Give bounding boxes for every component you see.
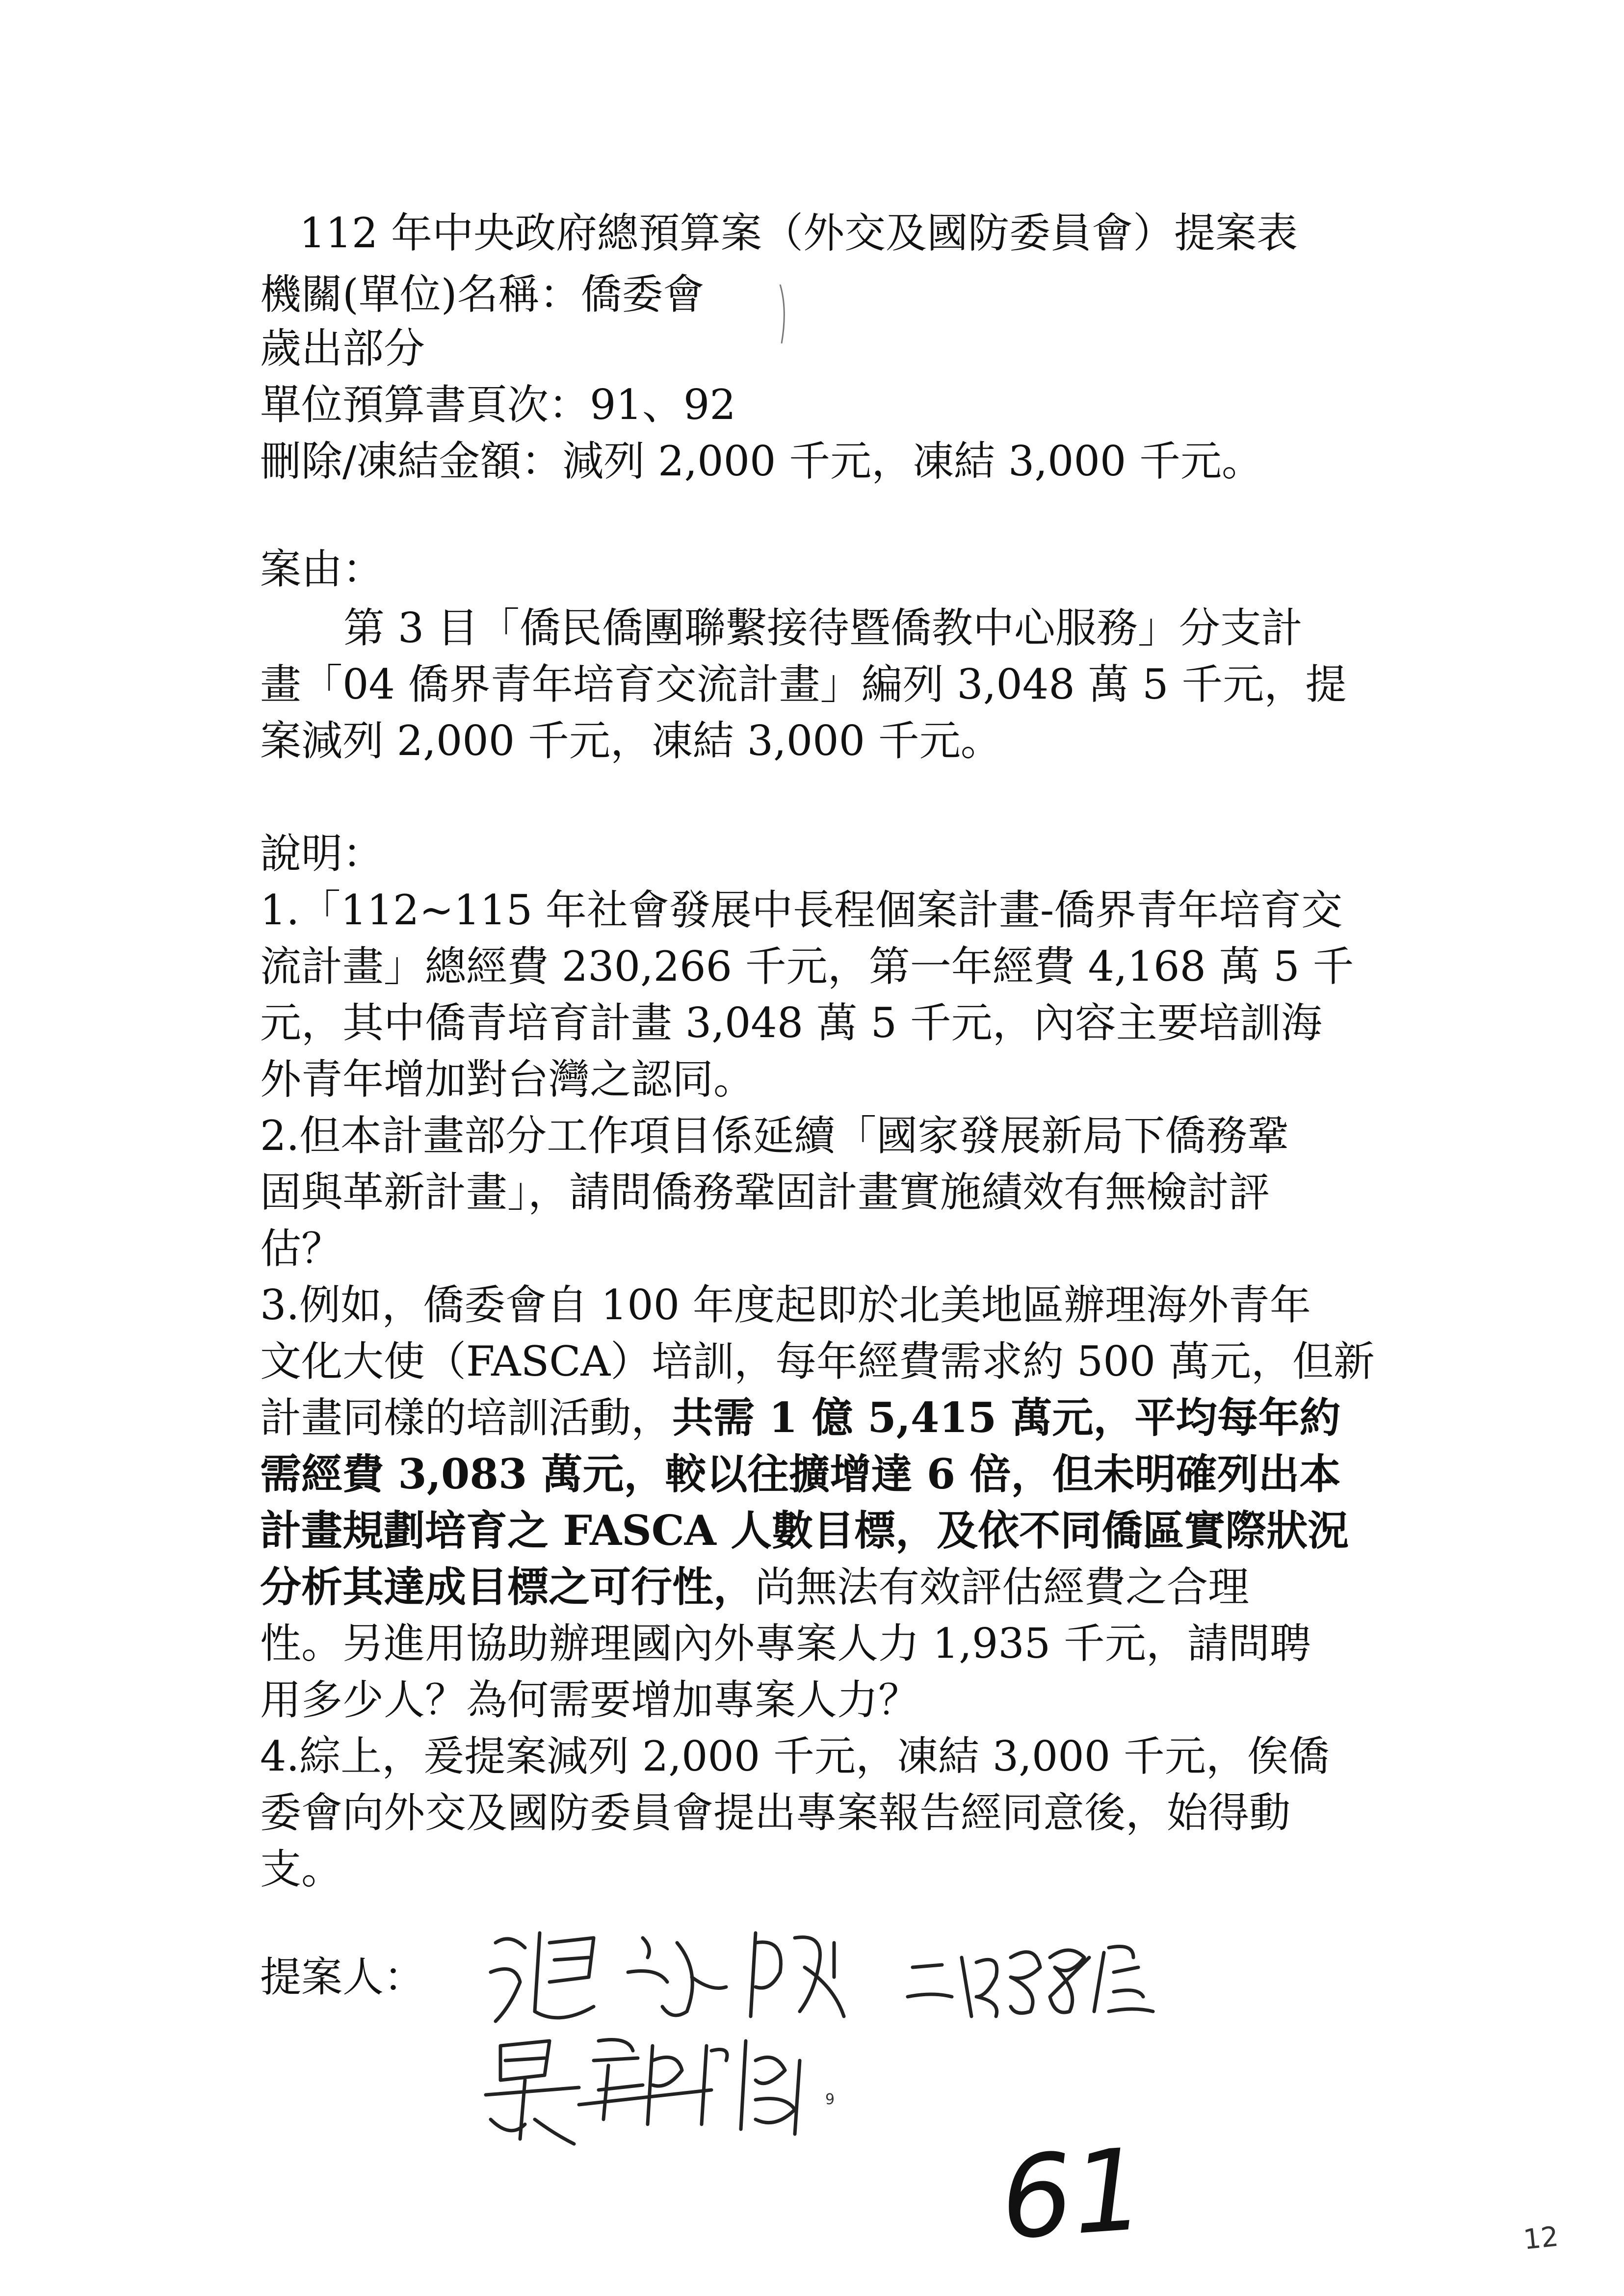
handwritten-number: 61 xyxy=(996,2124,1149,2265)
document-title: 112 年中央政府總預算案（外交及國防委員會）提案表 xyxy=(299,209,1298,257)
item3-line xyxy=(260,1563,1249,1612)
item2-line: 固與革新計畫」，請問僑務鞏固計畫實施績效有無檢討評 xyxy=(260,1168,1270,1216)
item1-line: 流計畫」總經費 230,266 千元，第一年經費 4,168 萬 5 千 xyxy=(260,942,1354,991)
item1-line: 元，其中僑青培育計畫 3,048 萬 5 千元，內容主要培訓海 xyxy=(260,999,1322,1047)
item3-line: 3.例如，僑委會自 100 年度起即於北美地區辦理海外青年 xyxy=(260,1281,1311,1329)
agency-line: 機關(單位)名稱：僑委會 xyxy=(260,270,705,318)
item2-line: 估？ xyxy=(260,1225,343,1273)
explain-heading: 說明： xyxy=(260,830,384,878)
item1-line: 1.「112~115 年社會發展中長程個案計畫-僑界青年培育交 xyxy=(260,886,1343,934)
item3-line xyxy=(260,1393,1340,1442)
item3-text-bold: 分析其達成目標之可行性， xyxy=(260,1563,755,1611)
corner-note: 12 xyxy=(1521,2220,1560,2256)
proposer-label: 提案人： xyxy=(260,1953,425,2001)
reason-heading: 案由： xyxy=(260,545,384,593)
item2-line: 2.但本計畫部分工作項目係延續「國家發展新局下僑務鞏 xyxy=(260,1112,1289,1160)
section-line: 歲出部分 xyxy=(260,324,425,372)
reason-line: 畫「04 僑界青年培育交流計畫」編列 3,048 萬 5 千元，提 xyxy=(260,660,1347,708)
handwritten-signatures xyxy=(481,1913,1325,2168)
item3-line: 性。另進用協助辦理國內外專案人力 1,935 千元，請問聘 xyxy=(260,1619,1311,1668)
bracket-mark xyxy=(778,280,792,348)
item4-line: 委會向外交及國防委員會提出專案報告經同意後，始得動 xyxy=(260,1789,1291,1837)
item3-text-bold: 共需 1 億 5,415 萬元，平均每年約 xyxy=(672,1393,1341,1442)
pages-line: 單位預算書頁次：91、92 xyxy=(260,381,736,429)
amount-line: 刪除/凍結金額：減列 2,000 千元，凍結 3,000 千元。 xyxy=(260,437,1263,485)
item4-line: 支。 xyxy=(260,1845,343,1893)
item3-line: 用多少人？為何需要增加專案人力？ xyxy=(260,1676,920,1724)
item3-text-normal: 尚無法有效評估經費之合理 xyxy=(755,1563,1250,1611)
item3-line-bold: 計畫規劃培育之 FASCA 人數目標，及依不同僑區實際狀況 xyxy=(260,1506,1349,1555)
item4-line: 4.綜上，爰提案減列 2,000 千元，凍結 3,000 千元，俟僑 xyxy=(260,1732,1330,1780)
reason-line: 第 3 目「僑民僑團聯繫接待暨僑教中心服務」分支計 xyxy=(343,604,1303,652)
page-number: 9 xyxy=(825,2091,835,2108)
item3-line-bold: 需經費 3,083 萬元，較以往擴增達 6 倍，但未明確列出本 xyxy=(260,1450,1341,1498)
reason-line: 案減列 2,000 千元，凍結 3,000 千元。 xyxy=(260,717,1002,765)
item3-line: 文化大使（FASCA）培訓，每年經費需求約 500 萬元，但新 xyxy=(260,1337,1375,1385)
item1-line: 外青年增加對台灣之認同。 xyxy=(260,1055,755,1103)
item3-text-normal: 計畫同樣的培訓活動， xyxy=(260,1394,673,1442)
